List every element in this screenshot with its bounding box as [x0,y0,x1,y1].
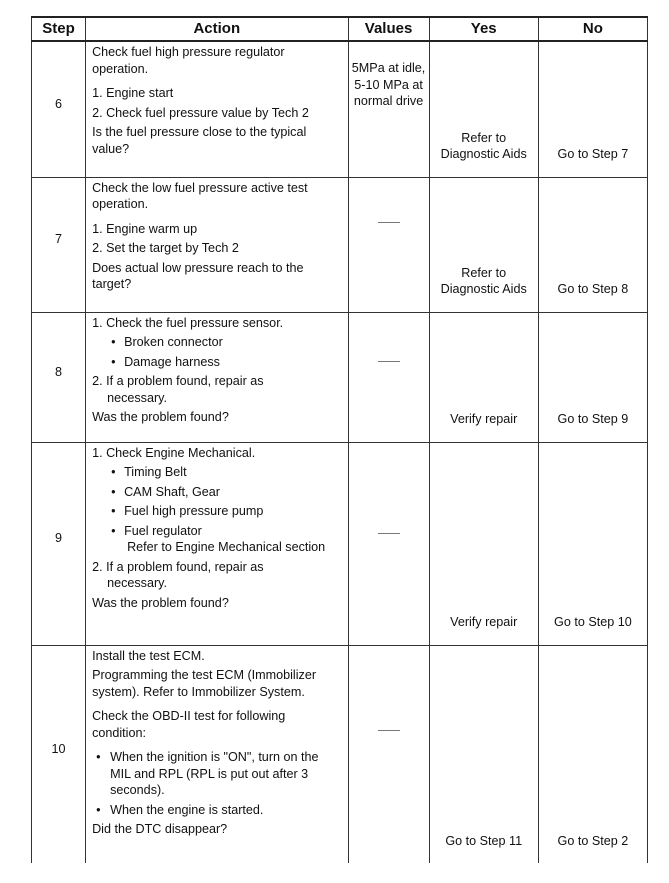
values-cell [348,312,429,442]
action-line: Install the test ECM. [92,648,205,663]
header-no: No [538,17,647,41]
action-bullet: • Broken connector [92,334,341,351]
values-cell [348,177,429,312]
values-dash [378,730,400,731]
action-question: Was the problem found? [92,595,229,610]
step-number-text: 8 [55,364,63,379]
action-question: Was the problem found? [92,410,229,424]
action-cell [86,41,348,177]
step-number [32,442,86,645]
action-item: 1. Engine start [92,86,174,100]
action-cell [86,645,348,863]
action-item: 2. If a problem found, repair as [92,374,264,388]
action-item: 1. Check Engine Mechanical. [92,445,256,460]
table-row-step-6 [32,41,648,177]
no-cell: Go to Step 10 [538,442,647,645]
yes-cell: Verify repair [429,442,538,645]
action-item: 2. Set the target by Tech 2 [92,241,239,255]
table-row-step-10 [32,645,648,863]
action-bullet: • Fuel high pressure pump [92,503,341,520]
step-number [32,312,86,442]
yes-cell: Verify repair [429,312,538,442]
action-question: Did the DTC disappear? [92,822,228,836]
action-item: 1. Check the fuel pressure sensor. [92,315,284,330]
header-action: Action [86,17,348,41]
no-cell: Go to Step 9 [538,312,647,442]
action-cell [86,312,348,442]
step-number [32,177,86,312]
action-title: Check fuel high pressure regulator operation. [92,45,285,76]
action-bullet: • When the ignition is "ON", turn on the MIL and RPL (RPL is put out after 3 seconds). [92,749,341,799]
values-cell [348,442,429,645]
table-row-step-7 [32,177,648,312]
values-dash [378,533,400,534]
action-item: 1. Engine warm up [92,221,198,236]
no-cell: Go to Step 8 [538,177,647,312]
action-line: Check the OBD-II test for following condition: [92,709,286,740]
no-cell: Go to Step 2 [538,645,647,863]
values-text: 5MPa at idle, 5-10 MPa at normal drive [351,61,426,108]
values-dash [378,361,400,362]
values-cell [348,41,429,177]
action-line: Programming the test ECM (Immobilizer system). Refer to Immobilizer System. [92,668,317,699]
action-bullet: • Fuel regulator [92,523,341,540]
step-number-text: 6 [55,97,63,111]
table-row-step-9 [32,442,648,645]
yes-cell: Go to Step 11 [429,645,538,863]
header-values: Values [348,17,429,41]
values-cell [348,645,429,863]
yes-cell: Refer to Diagnostic Aids [429,177,538,312]
step-number-text: 7 [55,232,63,247]
action-question: Does actual low pressure reach to the target? [92,260,304,291]
action-bullet: • Damage harness [92,354,341,371]
table-row-step-8 [32,312,648,442]
header-step: Step [32,17,86,41]
action-bullet-subtext: Refer to Engine Mechanical section [127,540,326,554]
action-question: Is the fuel pressure close to the typical value? [92,125,307,156]
header-row [32,17,648,41]
action-item: 2. Check fuel pressure value by Tech 2 [92,105,309,120]
action-cell [86,442,348,645]
action-item: 2. If a problem found, repair as [92,559,264,574]
action-cell [86,177,348,312]
step-number [32,645,86,863]
step-number-text: 10 [51,742,66,756]
values-dash [378,222,400,223]
header-yes: Yes [429,17,538,41]
action-bullet: • CAM Shaft, Gear [92,484,341,501]
diagnostic-table [31,16,648,863]
no-cell: Go to Step 7 [538,41,647,177]
action-bullet: • Timing Belt [92,464,341,481]
step-number [32,41,86,177]
action-item-continued: necessary. [107,576,168,590]
step-number-text: 9 [55,531,63,546]
yes-cell: Refer to Diagnostic Aids [429,41,538,177]
action-item-continued: necessary. [107,390,168,405]
action-title: Check the low fuel pressure active test operation. [92,180,308,211]
action-bullet: • When the engine is started. [92,802,341,819]
